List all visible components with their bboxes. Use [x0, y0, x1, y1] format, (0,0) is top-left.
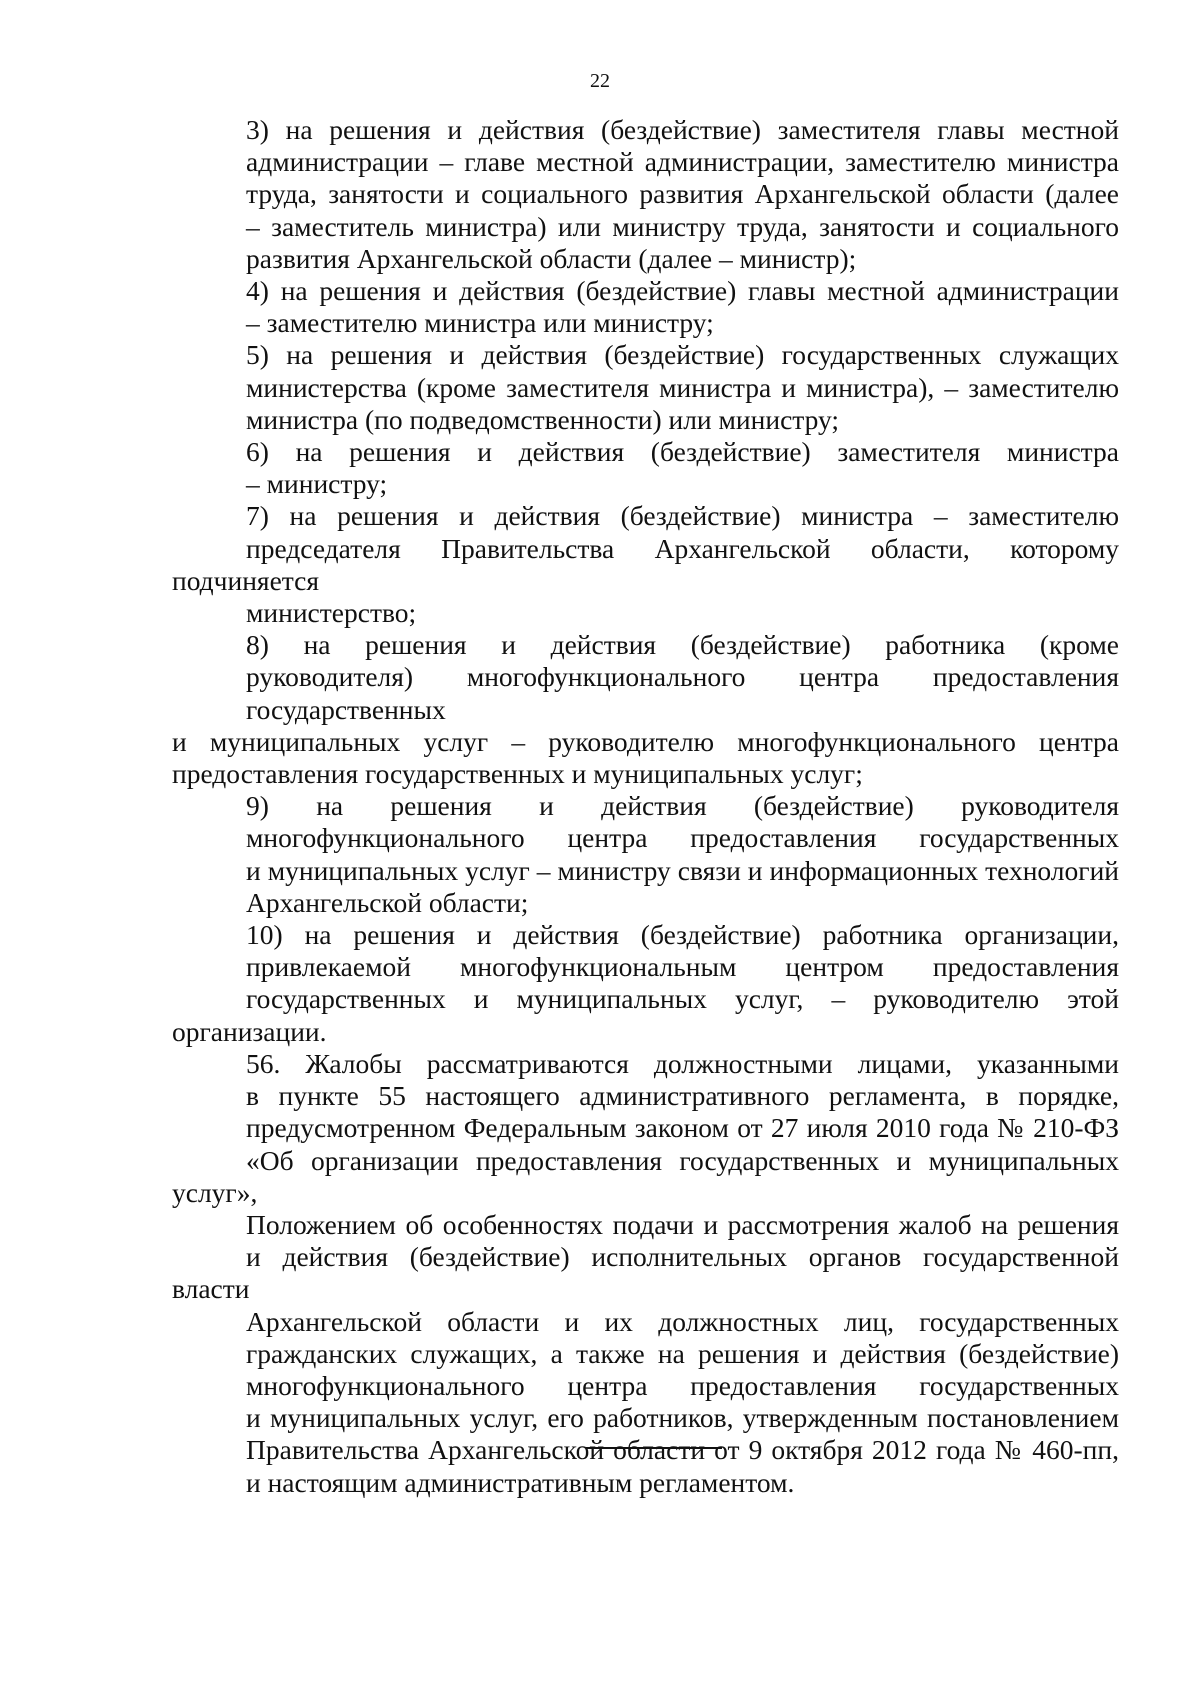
text-line: Архангельской области; [246, 886, 529, 918]
text-line: предусмотренном Федеральным законом от 27 июля 2010 года № 210-ФЗ [246, 1112, 1119, 1144]
text-line: «Об организации предоставления государственных и муниципальных услуг», [172, 1144, 1119, 1208]
text-line: государственных [246, 693, 446, 725]
text-line: гражданских служащих, а также на решения и действия (бездействие) [246, 1337, 1119, 1369]
text-line: 56. Жалобы рассматриваются должностными лицами, указанными [246, 1047, 1119, 1079]
text-line: 10) на решения и действия (бездействие) работника организации, [246, 919, 1119, 951]
paragraph-item-56 [172, 1048, 1119, 1499]
text-line: 4) на решения и действия (бездействие) главы местной администрации [246, 275, 1119, 307]
paragraph-item-6 [172, 436, 1119, 500]
text-line: труда, занятости и социального развития Архангельской области (далее [246, 178, 1119, 210]
text-line: привлекаемой многофункциональным центром предоставления [246, 951, 1119, 983]
text-line: руководителя) многофункционального центра предоставления [246, 661, 1119, 693]
text-line: – министру; [246, 468, 388, 500]
text-line: 5) на решения и действия (бездействие) государственных служащих [246, 339, 1119, 371]
text-line: министерство; [246, 597, 417, 629]
paragraph-item-9 [172, 790, 1119, 919]
text-line: и муниципальных услуг – руководителю многофункционального центра [172, 725, 1119, 757]
text-line: Правительства Архангельской области от 9 октября 2012 года № 460-пп, [246, 1434, 1119, 1466]
document-body [172, 114, 1119, 1499]
text-line: многофункционального центра предоставления государственных [246, 1369, 1119, 1401]
paragraph-item-10 [172, 919, 1119, 1048]
text-line: и муниципальных услуг – министру связи и информационных технологий [246, 854, 1119, 886]
text-line: предоставления государственных и муниципальных услуг; [172, 758, 863, 790]
text-line: государственных и муниципальных услуг, – руководителю этой организации. [172, 983, 1119, 1047]
text-line: развития Архангельской области (далее – министр); [246, 242, 857, 274]
text-line: Положением об особенностях подачи и рассмотрения жалоб на решения [246, 1208, 1119, 1240]
paragraph-item-8 [172, 629, 1119, 726]
paragraph-item-4 [172, 275, 1119, 339]
text-line: Архангельской области и их должностных лиц, государственных [246, 1305, 1119, 1337]
text-line: 8) на решения и действия (бездействие) работника (кроме [246, 629, 1119, 661]
text-line: – заместитель министра) или министру труда, занятости и социального [246, 210, 1119, 242]
text-line: министра (по подведомственности) или министру; [246, 403, 840, 435]
paragraph-item-7 [172, 500, 1119, 629]
text-line: и муниципальных услуг, его работников, утвержденным постановлением [246, 1402, 1119, 1434]
text-line: в пункте 55 настоящего административного регламента, в порядке, [246, 1080, 1119, 1112]
text-line: председателя Правительства Архангельской области, которому подчиняется [172, 532, 1119, 596]
text-line: многофункционального центра предоставления государственных [246, 822, 1119, 854]
text-line: и настоящим административным регламентом. [246, 1466, 795, 1498]
text-line: 3) на решения и действия (бездействие) заместителя главы местной [246, 114, 1119, 145]
paragraph-item-5 [172, 339, 1119, 436]
text-line: 9) на решения и действия (бездействие) руководителя [246, 790, 1119, 822]
text-line: министерства (кроме заместителя министра и министра), – заместителю [246, 371, 1119, 403]
text-line: – заместителю министра или министру; [246, 307, 714, 339]
end-of-text-rule [586, 1447, 722, 1449]
paragraph-item-3 [172, 114, 1119, 275]
text-line: и действия (бездействие) исполнительных органов государственной власти [172, 1241, 1119, 1305]
page-number: 22 [590, 70, 610, 92]
text-line: 6) на решения и действия (бездействие) заместителя министра [246, 436, 1119, 468]
text-line: администрации – главе местной администрации, заместителю министра [246, 146, 1119, 178]
text-line: 7) на решения и действия (бездействие) министра – заместителю [246, 500, 1119, 532]
paragraph-item-8-continued [172, 726, 1119, 790]
